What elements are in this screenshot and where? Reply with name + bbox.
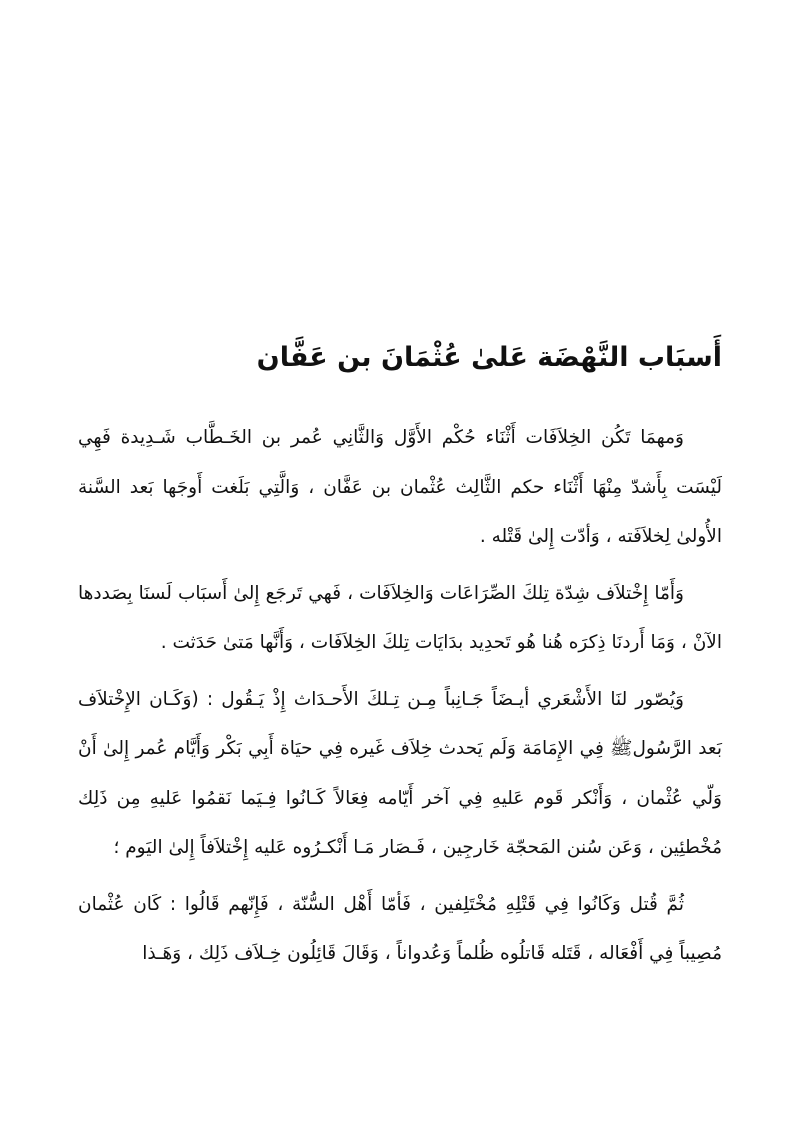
section-title: أَسبَاب النَّهْضَة عَلىٰ عُثْمَانَ بن عَفَّان — [256, 342, 722, 373]
paragraph-4: ثُمَّ قُتل وَكَانُوا فِي قَتْلِهِ مُخْتَلِفين ، فَأمّا أَهْل السُّنّة ، فَإِنّهم قَالُوا : كَان عُثْمان مُصِيباً فِي أَفْعَاله ، قَتَله قَاتلُوه ظُلماً وَعُدواناً ، وَقَالَ قَائِلُون خِـلاَف ذَلِك ، وَهَـذا — [78, 893, 722, 964]
paragraph-2: وَأَمّا إِخْتلاَف شِدّة تِلكَ الصِّرَاعَات وَالخِلاَفَات ، فَهي تَرجَع إِلىٰ أَسبَاب لَسنَا بِصَددها الآنْ ، وَمَا أَردنَا ذِكرَه هُنا هُو تَحدِيد بدَايَات تِلكَ الخِلاَفَات ، وَأَنَّها مَتىٰ حَدَثت . — [78, 582, 722, 653]
body-text — [78, 413, 722, 986]
paragraph-1: وَمهمَا تَكُن الخِلاَفَات أَثْنَاء حُكْم الأَوَّل وَالثَّانِي عُمر بن الخَـطَّاب شَـدِيدة فَهِي لَيْسَت بِأَشدّ مِنْهَا أَثْنَاء حكم الثَّالِث عُثْمان بن عَفَّان ، وَالَّتِي بَلَغت أَوجَها بَعد السَّنة الأُولىٰ لِخلاَفَته ، وَأدّت إِلىٰ قَتْله . — [78, 427, 722, 547]
paragraph-3: وَيُصّور لنَا الأَشْعَري أيـضَاً جَـانِباً مِـن تِـلكَ الأَحـدَاث إِذْ يَـقُول : (وَكَـان الإِخْتلاَف بَعد الرَّسُولﷺ فِي الإِمَامَة وَلَم يَحدث خِلاَف غَيره فِي حيَاة أَبِي بَكْر وَأَيَّام عُمر إِلىٰ أَنْ وَلّي عُثْمان ، وَأَنْكر قَوم عَليهِ فِي آخر أَيّامه فِعَالاً كَـانُوا فِـيَما نَقمُوا عَليهِ مِن ذَلِك مُخْطئِين ، وَعَن سُنن المَحجّة خَارجِين ، فَـصَار مَـا أَنْكـرُوه عَليه إِخْتلاَفاً إِلىٰ اليَوم ؛ — [78, 688, 722, 858]
